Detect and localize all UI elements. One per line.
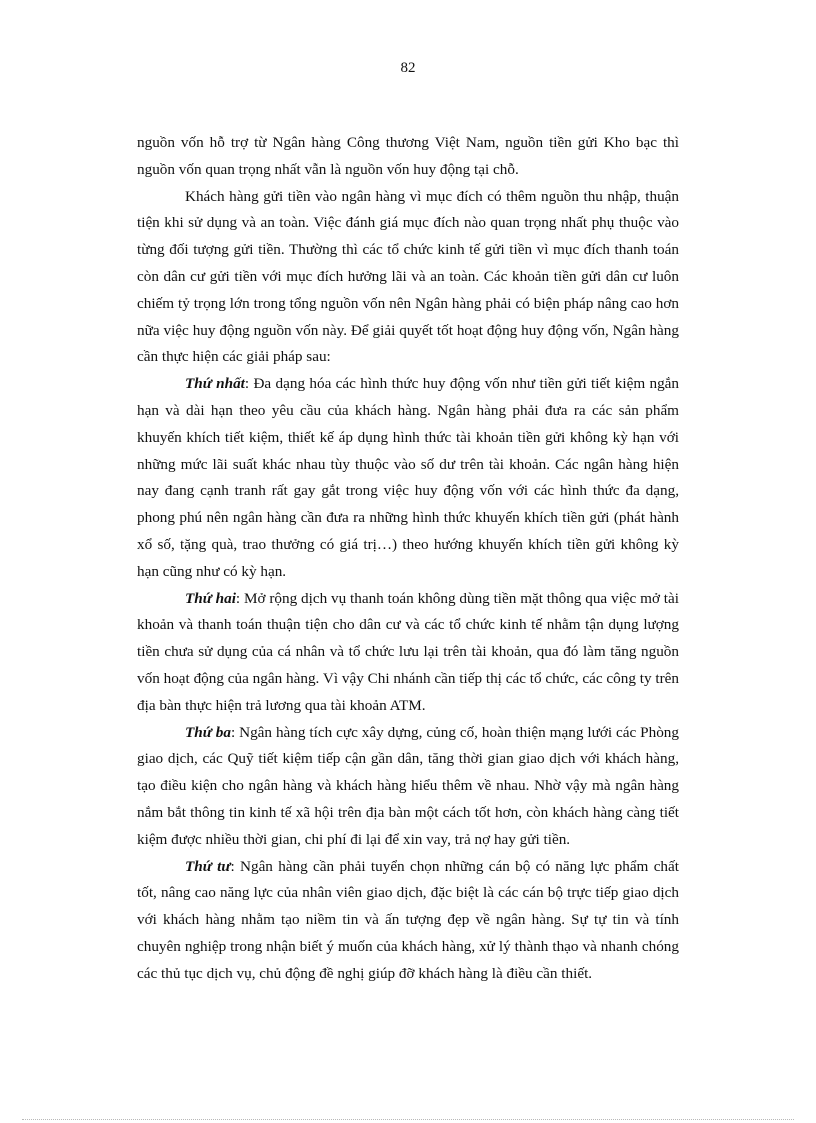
solution-lead: Thứ hai — [185, 589, 236, 607]
solution-lead: Thứ tư — [185, 857, 231, 875]
paragraph-intro — [137, 184, 679, 372]
paragraph-text: : Đa dạng hóa các hình thức huy động vốn như tiền gửi tiết kiệm ngắn hạn và dài hạn theo yêu cầu của khách hàng. Ngân hàng phải đưa ra các sản phẩm khuyến khích tiết kiệm, thiết kế áp dụng hình thức tài khoản tiền gửi không kỳ hạn với những mức lãi suất khác nhau tùy thuộc vào số dư trên tài khoản. Các ngân hàng hiện nay đang cạnh tranh rất gay gắt trong việc huy động vốn với các hình thức đa dạng, phong phú nên ngân hàng cần đưa ra những hình thức khuyến khích tiền gửi (phát hành xổ số, tặng quà, trao thưởng có giá trị…) theo hướng khuyến khích tiền gửi không kỳ hạn cũng như có kỳ hạn. — [137, 375, 680, 580]
paragraph-solution-3 — [137, 720, 679, 854]
paragraph-solution-4 — [137, 854, 679, 988]
document-body — [137, 130, 679, 988]
paragraph-text: nguồn vốn hỗ trợ từ Ngân hàng Công thương Việt Nam, nguồn tiền gửi Kho bạc thì nguồn vốn quan trọng nhất vẫn là nguồn vốn huy động tại chỗ. — [137, 134, 679, 178]
paragraph-text: : Ngân hàng cần phải tuyển chọn những cán bộ có năng lực phẩm chất tốt, nâng cao năng lực của nhân viên giao dịch, đặc biệt là các cán bộ trực tiếp giao dịch với khách hàng nhằm tạo niềm tin và ấn tượng đẹp về ngân hàng. Sự tự tin và tính chuyên nghiệp trong nhận biết ý muốn của khách hàng, xử lý thành thạo và nhanh chóng các thủ tục dịch vụ, chủ động đề nghị giúp đỡ khách hàng là điều cần thiết. — [137, 857, 679, 982]
solution-lead: Thứ nhất — [185, 375, 245, 393]
paragraph-continuation — [137, 130, 679, 184]
page-number: 82 — [400, 60, 416, 76]
paragraph-solution-1 — [137, 371, 679, 585]
paragraph-text: : Ngân hàng tích cực xây dựng, củng cố, hoàn thiện mạng lưới các Phòng giao dịch, các Quỹ tiết kiệm tiếp cận gần dân, tăng thời gian giao dịch với khách hàng, tạo điều kiện cho ngân hàng và khách hàng hiểu thêm về nhau. Nhờ vậy mà ngân hàng nắm bắt thông tin kinh tế xã hội trên địa bàn một cách tốt hơn, còn khách hàng càng tiết kiệm được nhiều thời gian, chi phí đi lại để xin vay, trả nợ hay gửi tiền. — [137, 723, 679, 848]
page-bottom-divider — [22, 1119, 794, 1120]
paragraph-solution-2 — [137, 586, 679, 720]
solution-lead: Thứ ba — [185, 723, 231, 741]
paragraph-text: : Mở rộng dịch vụ thanh toán không dùng tiền mặt thông qua việc mở tài khoản và thanh toán thuận tiện cho dân cư và các tổ chức kinh tế nhằm tận dụng lượng tiền chưa sử dụng của cá nhân và tổ chức lưu lại trên tài khoản, qua đó làm tăng nguồn vốn hoạt động của ngân hàng. Vì vậy Chi nhánh cần tiếp thị các tổ chức, các công ty trên địa bàn thực hiện trả lương qua tài khoản ATM. — [137, 589, 679, 714]
paragraph-text: Khách hàng gửi tiền vào ngân hàng vì mục đích có thêm nguồn thu nhập, thuận tiện khi sử dụng và an toàn. Việc đánh giá mục đích nào quan trọng nhất phụ thuộc vào từng đối tượng gửi tiền. Thường thì các tổ chức kinh tế gửi tiền vì mục đích thanh toán còn dân cư gửi tiền với mục đích hưởng lãi và an toàn. Các khoản tiền gửi dân cư luôn chiếm tỷ trọng lớn trong tổng nguồn vốn nên Ngân hàng phải có biện pháp nâng cao hơn nữa việc huy động nguồn vốn này. Để giải quyết tốt hoạt động huy động vốn, Ngân hàng cần thực hiện các giải pháp sau: — [137, 187, 679, 366]
